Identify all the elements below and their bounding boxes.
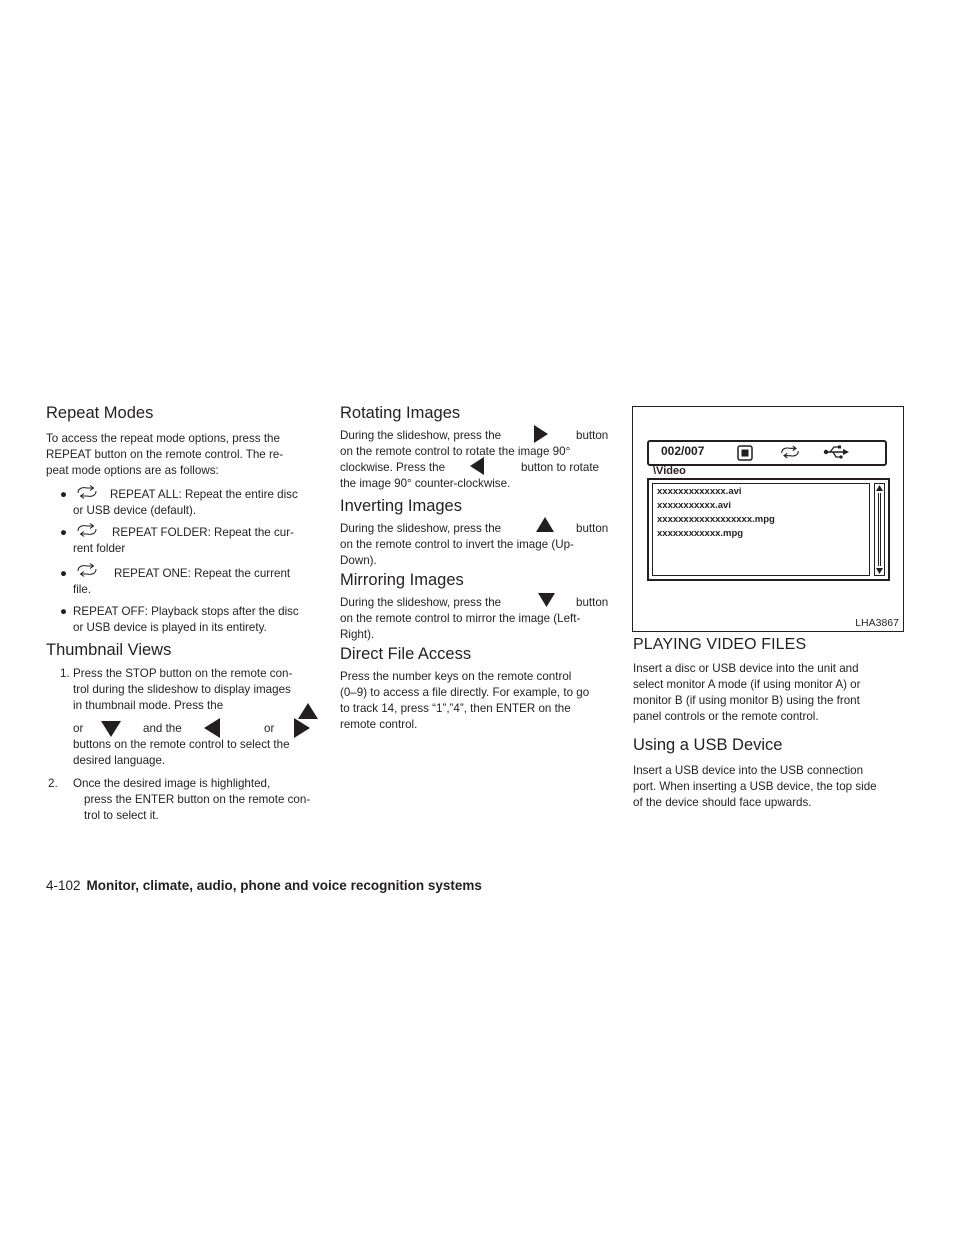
- text-line: on the remote control to mirror the image (Left-: [340, 612, 581, 625]
- playing-video-files-heading: PLAYING VIDEO FILES: [633, 636, 807, 653]
- down-arrow-icon: [538, 593, 555, 607]
- text-line: During the slideshow, press the: [340, 429, 502, 442]
- bullet-text: REPEAT OFF: Playback stops after the disc: [73, 605, 299, 618]
- text-line: to track 14, press “1”,”4”, then ENTER on the: [340, 702, 571, 715]
- inverting-images-heading: Inverting Images: [340, 497, 462, 515]
- text-line: Right).: [340, 628, 375, 641]
- file-counter: 002/007: [661, 444, 705, 458]
- usb-icon: [823, 445, 849, 459]
- up-arrow-icon: [536, 517, 554, 532]
- step-text: press the ENTER button on the remote con-: [84, 793, 311, 806]
- scroll-up-icon[interactable]: [876, 485, 883, 491]
- using-usb-device-heading: Using a USB Device: [633, 736, 783, 754]
- repeat-icon: [75, 484, 99, 500]
- text-line: Insert a USB device into the USB connection: [633, 764, 864, 777]
- right-arrow-icon: [294, 718, 310, 738]
- page-number: 4-102: [46, 878, 81, 893]
- bullet-dot: ●: [60, 605, 68, 618]
- text-line: peat mode options are as follows:: [46, 464, 219, 477]
- right-arrow-icon: [534, 425, 548, 443]
- text-line: REPEAT button on the remote control. The re-: [46, 448, 284, 461]
- step-text: or: [264, 722, 275, 735]
- text-line: of the device should face upwards.: [633, 796, 812, 809]
- repeat-intro: [46, 431, 320, 479]
- page-footer: [46, 878, 482, 893]
- step-text: trol to select it.: [84, 809, 159, 822]
- file-list-box: [647, 478, 890, 581]
- bullet-text: rent folder: [73, 542, 126, 555]
- step-number: 2.: [48, 777, 58, 790]
- list-item[interactable]: xxxxxxxxxxxxx.avi: [657, 486, 742, 497]
- repeat-folder-icon: [75, 522, 99, 538]
- scrollbar-track: [878, 493, 881, 566]
- bullet-dot: ●: [60, 526, 68, 539]
- step-text: or: [73, 722, 84, 735]
- bullet-text: file.: [73, 583, 92, 596]
- folder-path: \Video: [653, 465, 686, 477]
- text-line: Insert a disc or USB device into the unit and: [633, 662, 859, 675]
- down-arrow-icon: [101, 721, 121, 737]
- repeat-icon: [779, 444, 801, 460]
- text-line: Down).: [340, 554, 377, 567]
- step-number: 1.: [60, 667, 70, 680]
- text-line: on the remote control to rotate the image 90°: [340, 445, 571, 458]
- step-text: trol during the slideshow to display images: [73, 683, 291, 696]
- text-line: To access the repeat mode options, press the: [46, 432, 280, 445]
- step-text: buttons on the remote control to select the: [73, 738, 290, 751]
- text-line: the image 90° counter-clockwise.: [340, 477, 511, 490]
- text-line: monitor B (if using monitor B) using the front: [633, 694, 860, 707]
- text-line: During the slideshow, press the: [340, 596, 502, 609]
- thumbnail-views-heading: Thumbnail Views: [46, 641, 172, 659]
- step-text: and the: [143, 722, 182, 735]
- list-item[interactable]: xxxxxxxxxxxx.mpg: [657, 528, 744, 539]
- list-item[interactable]: xxxxxxxxxxxxxxxxxx.mpg: [657, 514, 775, 525]
- bullet-text: REPEAT FOLDER: Repeat the cur-: [112, 526, 294, 539]
- bullet-text: REPEAT ONE: Repeat the current: [114, 567, 291, 580]
- bullet-dot: ●: [60, 567, 68, 580]
- chapter-title: Monitor, climate, audio, phone and voice recognition systems: [86, 878, 482, 893]
- text-line: panel controls or the remote control.: [633, 710, 819, 723]
- repeat-modes-heading: Repeat Modes: [46, 404, 154, 422]
- text-line: During the slideshow, press the: [340, 522, 502, 535]
- text-line: clockwise. Press the: [340, 461, 446, 474]
- text-line: port. When inserting a USB device, the top side: [633, 780, 877, 793]
- up-arrow-icon: [298, 703, 318, 719]
- text-line: Press the number keys on the remote control: [340, 670, 572, 683]
- text-line: button: [576, 596, 609, 609]
- left-arrow-icon: [470, 457, 484, 475]
- stop-icon: [737, 445, 753, 461]
- figure-code: LHA3867: [855, 617, 899, 629]
- text-line: button: [576, 522, 609, 535]
- mirroring-images-heading: Mirroring Images: [340, 571, 464, 589]
- list-item[interactable]: xxxxxxxxxxx.avi: [657, 500, 731, 511]
- scrollbar[interactable]: [874, 483, 885, 576]
- text-line: remote control.: [340, 718, 418, 731]
- text-line: button to rotate: [521, 461, 599, 474]
- left-arrow-icon: [204, 718, 220, 738]
- step-text: Press the STOP button on the remote con-: [73, 667, 293, 680]
- video-file-list-figure: [632, 406, 904, 632]
- text-line: select monitor A mode (if using monitor A) or: [633, 678, 861, 691]
- step-text: in thumbnail mode. Press the: [73, 699, 224, 712]
- scroll-down-icon[interactable]: [876, 568, 883, 574]
- bullet-dot: ●: [60, 488, 68, 501]
- direct-file-access-heading: Direct File Access: [340, 645, 472, 663]
- bullet-text: or USB device is played in its entirety.: [73, 621, 267, 634]
- repeat-one-icon: [75, 562, 99, 578]
- step-text: desired language.: [73, 754, 166, 767]
- step-text: Once the desired image is highlighted,: [73, 777, 271, 790]
- bullet-text: REPEAT ALL: Repeat the entire disc: [110, 488, 298, 501]
- text-line: on the remote control to invert the image (Up-: [340, 538, 574, 551]
- bullet-text: or USB device (default).: [73, 504, 197, 517]
- text-line: button: [576, 429, 609, 442]
- rotating-images-heading: Rotating Images: [340, 404, 461, 422]
- text-line: (0–9) to access a file directly. For example, to go: [340, 686, 590, 699]
